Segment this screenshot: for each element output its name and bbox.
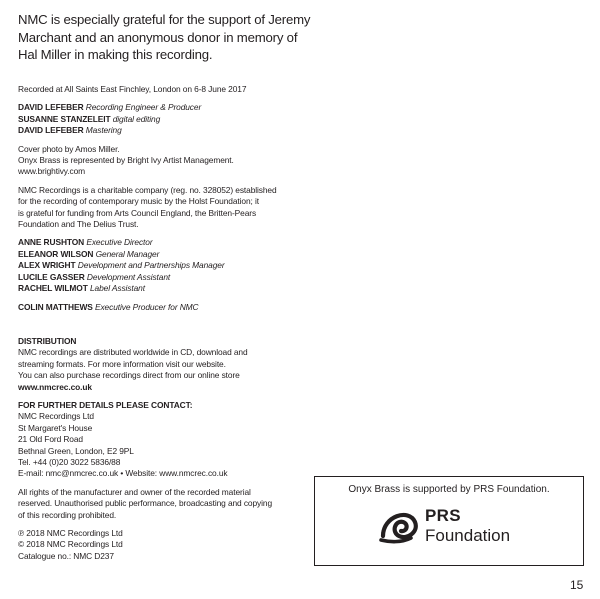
copyright-notice xyxy=(18,528,308,562)
distribution-section xyxy=(18,336,308,393)
credit-role: Mastering xyxy=(85,125,122,136)
rights-statement xyxy=(18,487,308,521)
page-number: 15 xyxy=(570,578,584,592)
staff-entry xyxy=(18,260,308,271)
foundation-logo-text: Foundation xyxy=(425,526,511,545)
credit-entry xyxy=(18,125,308,136)
distribution-line: NMC recordings are distributed worldwide in CD, download and xyxy=(18,347,248,358)
charity-line: NMC Recordings is a charitable company (reg. no. 328052) established xyxy=(18,184,277,195)
contact-line: 21 Old Ford Road xyxy=(18,434,83,445)
contact-line: Tel. +44 (0)20 3022 5836/88 xyxy=(18,456,121,467)
staff-role: General Manager xyxy=(95,248,160,259)
contact-line: E-mail: nmc@nmcrec.co.uk • Website: www.nmcrec.co.uk xyxy=(18,468,228,479)
credit-entry xyxy=(18,102,308,113)
cover-line: www.brightivy.com xyxy=(18,166,86,177)
distribution-heading: DISTRIBUTION xyxy=(18,335,77,346)
contact-heading: FOR FURTHER DETAILS PLEASE CONTACT: xyxy=(18,399,193,410)
copyright-line: ℗ 2018 NMC Recordings Ltd xyxy=(18,528,123,538)
cover-line: Onyx Brass is represented by Bright Ivy Artist Management. xyxy=(18,155,234,166)
credit-name: DAVID LEFEBER xyxy=(18,125,84,136)
staff-role: Label Assistant xyxy=(89,283,145,294)
staff-list xyxy=(18,237,308,294)
rights-line: All rights of the manufacturer and owner of the recorded material xyxy=(18,486,251,497)
staff-entry xyxy=(18,272,308,283)
staff-entry xyxy=(18,283,308,294)
nmc-website-link[interactable]: www.nmcrec.co.uk xyxy=(18,381,92,392)
credit-entry xyxy=(18,114,308,125)
copyright-line: © 2018 NMC Recordings Ltd xyxy=(18,539,123,550)
prs-support-box xyxy=(314,476,584,566)
charity-line: is grateful for funding from Arts Council England, the Britten-Pears xyxy=(18,207,257,218)
credit-role: Recording Engineer & Producer xyxy=(85,102,202,113)
intro-line: NMC is especially grateful for the support of Jeremy xyxy=(18,12,311,27)
credit-name: SUSANNE STANZELEIT xyxy=(18,113,111,124)
copyright-line: Catalogue no.: NMC D237 xyxy=(18,550,114,561)
contact-line: NMC Recordings Ltd xyxy=(18,411,94,422)
intro-line: Marchant and an anonymous donor in memory of xyxy=(18,29,298,45)
prs-swirl-icon xyxy=(379,506,419,544)
staff-role: Development and Partnerships Manager xyxy=(77,260,225,271)
staff-role: Executive Director xyxy=(86,237,153,248)
rights-line: of this recording prohibited. xyxy=(18,509,117,520)
staff-name: LUCILE GASSER xyxy=(18,271,85,282)
charity-statement xyxy=(18,185,308,231)
credit-role: digital editing xyxy=(112,113,161,124)
recording-credits xyxy=(18,102,308,136)
contact-line: Bethnal Green, London, E2 9PL xyxy=(18,445,134,456)
staff-name: ALEX WRIGHT xyxy=(18,260,76,271)
staff-entry xyxy=(18,237,308,248)
cover-line: Cover photo by Amos Miller. xyxy=(18,143,120,154)
recording-location: Recorded at All Saints East Finchley, London on 6-8 June 2017 xyxy=(18,84,247,94)
contact-section xyxy=(18,400,308,480)
staff-name: RACHEL WILMOT xyxy=(18,283,88,294)
intro-line: Hal Miller in making this recording. xyxy=(18,47,213,62)
staff-name: ANNE RUSHTON xyxy=(18,237,85,248)
staff-role: Development Assistant xyxy=(86,271,171,282)
prs-logo-text: PRS xyxy=(425,506,461,525)
charity-line: Foundation and The Delius Trust. xyxy=(18,219,139,230)
cover-credits xyxy=(18,144,308,178)
credit-name: DAVID LEFEBER xyxy=(18,102,84,113)
exec-producer-name: COLIN MATTHEWS xyxy=(18,301,93,312)
prs-support-text: Onyx Brass is supported by PRS Foundation. xyxy=(348,484,550,495)
credits-column xyxy=(18,84,308,562)
staff-entry xyxy=(18,249,308,260)
charity-line: for the recording of contemporary music by the Holst Foundation; it xyxy=(18,196,259,207)
staff-name: ELEANOR WILSON xyxy=(18,248,94,259)
contact-line: St Margaret's House xyxy=(18,422,93,433)
rights-line: reserved. Unauthorised public performance, broadcasting and copying xyxy=(18,498,273,509)
acknowledgement-intro xyxy=(18,11,318,64)
prs-foundation-logo xyxy=(379,504,529,558)
executive-producer xyxy=(18,302,308,313)
distribution-line: You can also purchase recordings direct from our online store xyxy=(18,370,240,381)
distribution-line: streaming formats. For more information visit our website. xyxy=(18,358,226,369)
exec-producer-role: Executive Producer for NMC xyxy=(94,301,199,312)
